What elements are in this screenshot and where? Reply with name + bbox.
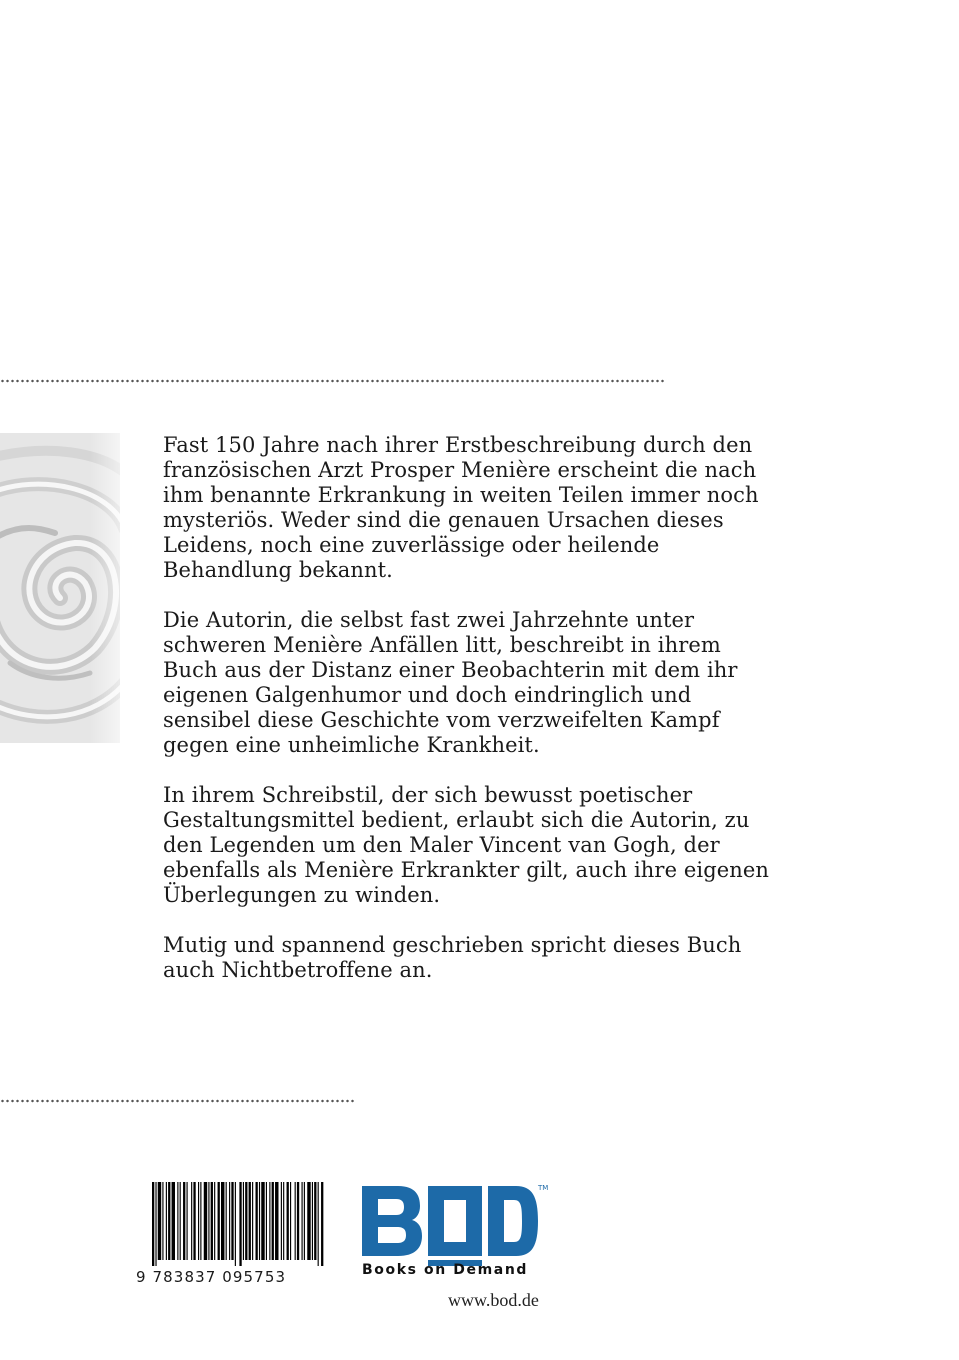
- barcode-bar: [281, 1182, 282, 1260]
- barcode-bar: [312, 1182, 313, 1260]
- blurb-paragraph-4: Mutig und spannend geschrieben spricht dieses Buch auch Nichtbetroffene an.: [163, 933, 742, 982]
- dotted-divider-top: [0, 379, 664, 383]
- barcode-bar: [155, 1182, 156, 1266]
- barcode-bar: [158, 1182, 161, 1260]
- barcode-bar: [168, 1182, 170, 1260]
- barcode-bar: [307, 1182, 310, 1260]
- barcode-bar: [243, 1182, 244, 1260]
- back-cover-blurb: [163, 433, 813, 1008]
- barcode-bar: [290, 1182, 291, 1260]
- trademark-label: TM: [538, 1184, 548, 1192]
- dotted-divider-bottom: [0, 1099, 356, 1103]
- barcode-bar: [200, 1182, 201, 1260]
- publisher-tagline: Books on Demand: [362, 1262, 529, 1278]
- barcode-bar: [304, 1182, 305, 1260]
- barcode-bar: [214, 1182, 215, 1260]
- blurb-paragraph-2: Die Autorin, die selbst fast zwei Jahrzehnte unter schweren Menière Anfällen litt, beschreibt in ihrem Buch aus der Distanz einer Beobachterin mit dem ihr eigenen Galgenhumor und doch eindringlich und sensibel diese Geschichte vom verzweifelten Kampf gegen eine unheimliche Krankheit.: [163, 608, 738, 757]
- swirl-graphic: [0, 433, 120, 743]
- barcode-bar: [226, 1182, 227, 1260]
- barcode-bar: [266, 1182, 267, 1260]
- barcode-bar: [183, 1182, 185, 1260]
- barcode-bar: [321, 1182, 323, 1266]
- blurb-paragraph-3: In ihrem Schreibstil, der sich bewusst poetischer Gestaltungsmittel bedient, erlaubt sich die Autorin, zu den Legenden um den Maler Vincent van Gogh, der ebenfalls als Menière Erkrankter gilt, auch ihre eigenen Überlegungen zu winden.: [163, 783, 770, 907]
- barcode-bar: [231, 1182, 233, 1260]
- barcode-bar: [193, 1182, 195, 1260]
- barcode-bar: [297, 1182, 299, 1260]
- barcode-bar: [198, 1182, 199, 1260]
- barcode-bar: [152, 1182, 154, 1266]
- barcode-bar: [249, 1182, 251, 1260]
- publisher-url: www.bod.de: [448, 1290, 539, 1310]
- barcode-bar: [302, 1182, 303, 1260]
- barcode-bar: [218, 1182, 220, 1260]
- barcode-bar: [191, 1182, 192, 1260]
- barcode-bar: [259, 1182, 260, 1260]
- barcode-bar: [208, 1182, 209, 1260]
- barcode-bar: [295, 1182, 296, 1260]
- barcode-bar: [180, 1182, 181, 1260]
- blurb-paragraph-1: Fast 150 Jahre nach ihrer Erstbeschreibung durch den französischen Arzt Prosper Menière erscheint die nach ihm benannte Erkrankung in weiten Teilen immer noch mysteriös. Weder sind die genauen Ursachen dieses Leidens, noch eine zuverlässige oder heilende Behandlung bekannt.: [163, 433, 759, 582]
- barcode-bar: [221, 1182, 224, 1260]
- barcode-bar: [275, 1182, 278, 1260]
- barcode-bar: [229, 1182, 230, 1260]
- barcode-bar: [211, 1182, 213, 1260]
- barcode-bar: [318, 1182, 319, 1266]
- barcode-bar: [314, 1182, 316, 1260]
- barcode-bar: [204, 1182, 207, 1260]
- barcode-bar: [187, 1182, 188, 1260]
- barcode-bar: [235, 1182, 236, 1266]
- barcode-bar: [261, 1182, 264, 1260]
- isbn-barcode: [136, 1182, 326, 1292]
- barcode-bar: [256, 1182, 258, 1260]
- barcode-bar: [269, 1182, 270, 1260]
- barcode-bar: [177, 1182, 178, 1260]
- barcode-graphic: [152, 1182, 324, 1266]
- barcode-bar: [172, 1182, 175, 1260]
- barcode-bar: [283, 1182, 284, 1260]
- barcode-bar: [166, 1182, 167, 1260]
- barcode-bar: [252, 1182, 253, 1260]
- barcode-bar: [162, 1182, 163, 1260]
- isbn-digits: 9 783837 095753: [136, 1268, 287, 1286]
- barcode-bar: [245, 1182, 247, 1260]
- barcode-bar: [272, 1182, 274, 1260]
- barcode-bar: [239, 1182, 241, 1266]
- barcode-bar: [287, 1182, 289, 1260]
